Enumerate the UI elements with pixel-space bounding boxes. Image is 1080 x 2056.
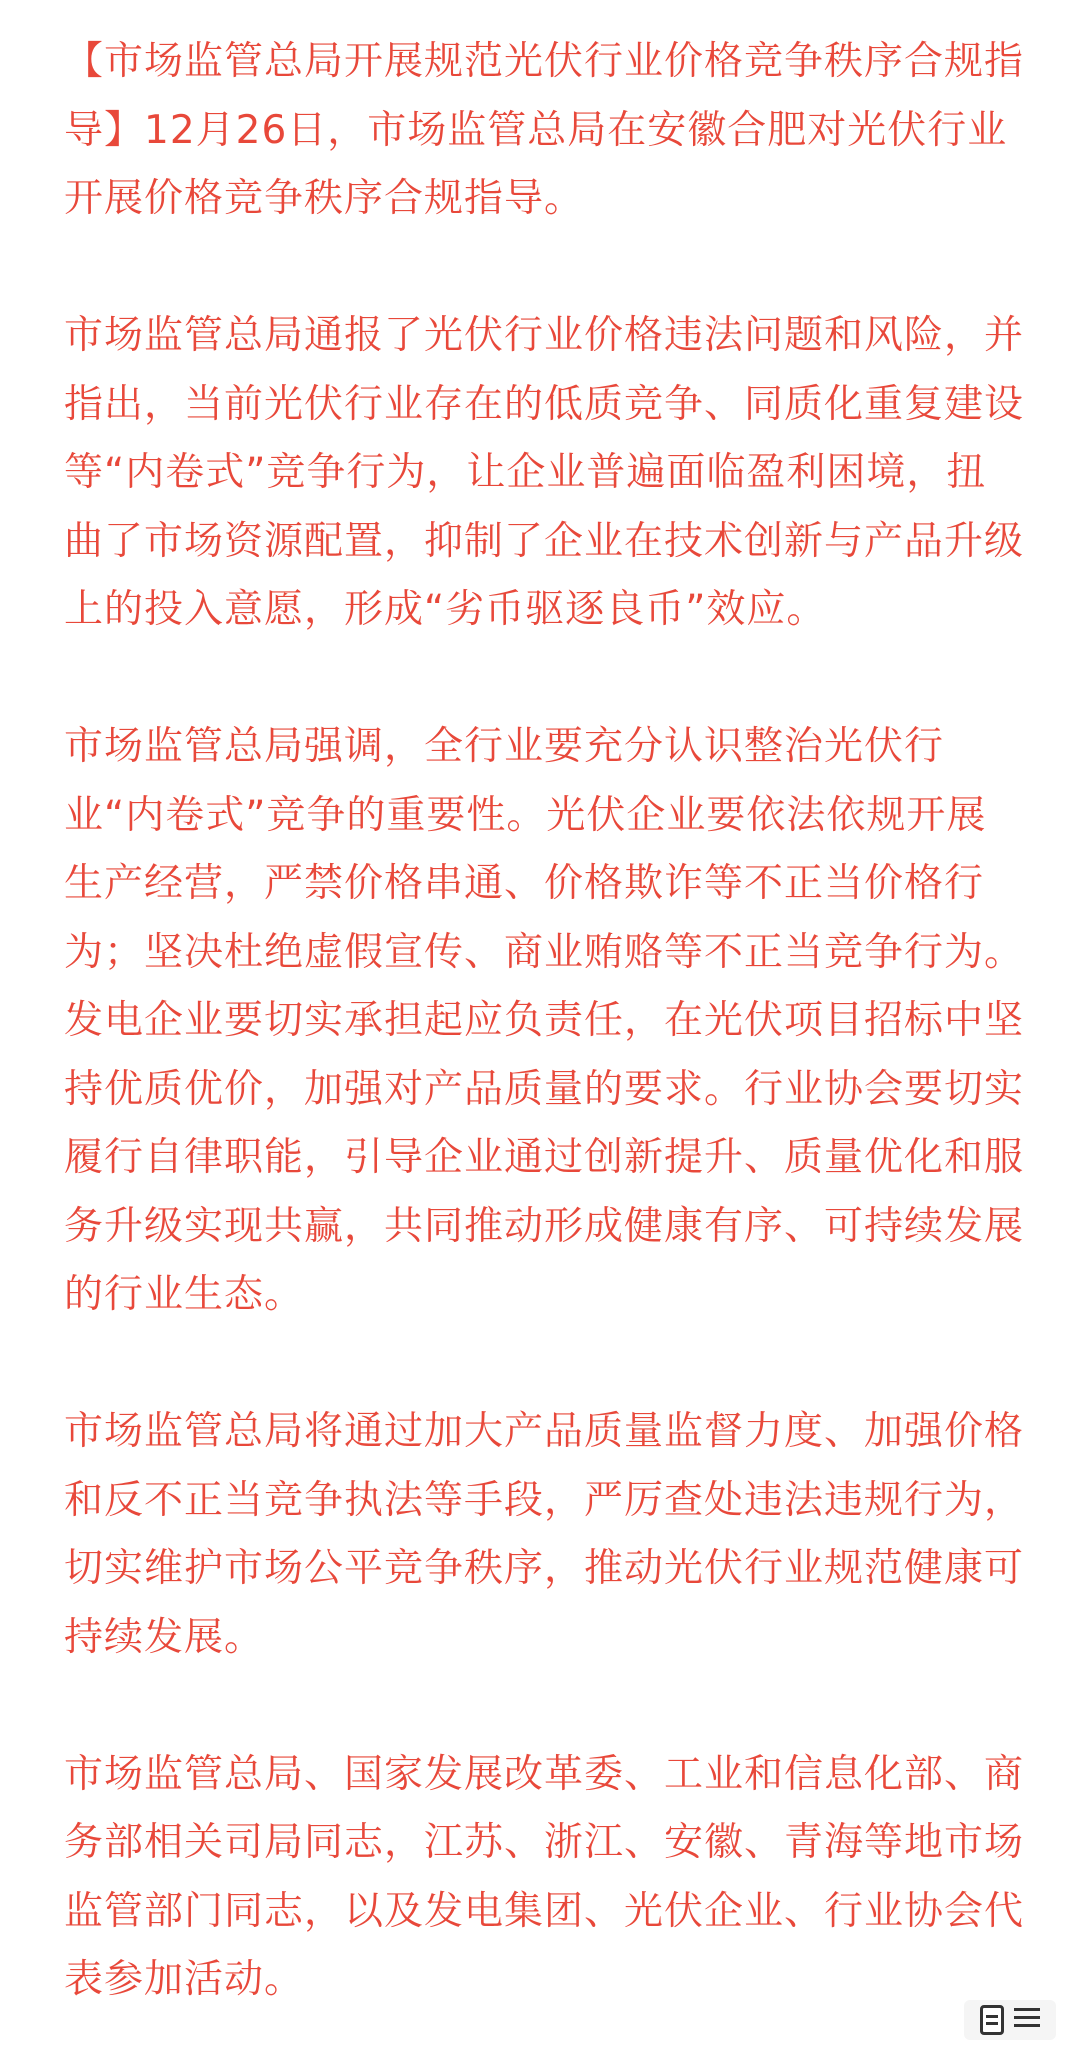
page-shape-icon	[980, 2005, 1004, 2035]
paragraph-5: 市场监管总局、国家发展改革委、工业和信息化部、商务部相关司局同志，江苏、浙江、安徽、青海等地市场监管部门同志，以及发电集团、光伏企业、行业协会代表参加活动。	[64, 1751, 1025, 2002]
text-lines-icon	[1014, 2008, 1040, 2032]
paragraph-4: 市场监管总局将通过加大产品质量监督力度、加强价格和反不正当竞争执法等手段，严厉查处违法违规行为，切实维护市场公平竞争秩序，推动光伏行业规范健康可持续发展。	[64, 1409, 1025, 1660]
paragraph-3: 市场监管总局强调，全行业要充分认识整治光伏行业“内卷式”竞争的重要性。光伏企业要依法依规开展生产经营，严禁价格串通、价格欺诈等不正当价格行为；坚决杜绝虚假宣传、商业贿赂等不正当竞争行为。发电企业要切实承担起应负责任，在光伏项目招标中坚持优质优价，加强对产品质量的要求。行业协会要切实履行自律职能，引导企业通过创新提升、质量优化和服务升级实现共赢，共同推动形成健康有序、可持续发展的行业生态。	[64, 724, 1025, 1317]
article-body	[64, 28, 1024, 2015]
text-view-icon[interactable]	[964, 2000, 1056, 2040]
paragraph-headline: 【市场监管总局开展规范光伏行业价格竞争秩序合规指导】12月26日，市场监管总局在安徽合肥对光伏行业开展价格竞争秩序合规指导。	[64, 39, 1025, 221]
paragraph-2: 市场监管总局通报了光伏行业价格违法问题和风险，并指出，当前光伏行业存在的低质竞争、同质化重复建设等“内卷式”竞争行为，让企业普遍面临盈利困境，扭曲了市场资源配置，抑制了企业在技术创新与产品升级上的投入意愿，形成“劣币驱逐良币”效应。	[64, 313, 1025, 632]
